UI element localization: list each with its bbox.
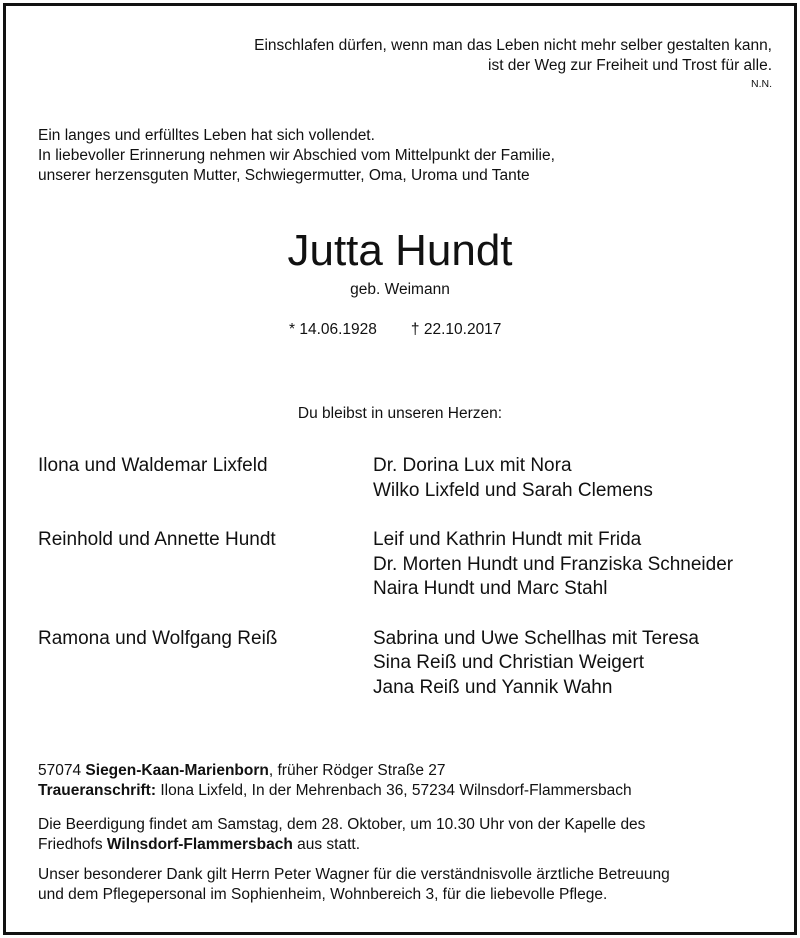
- mourning-address-line: [38, 781, 778, 801]
- motto-line-1: Einschlafen dürfen, wenn man das Leben nicht mehr selber gestalten kann,: [254, 37, 772, 54]
- family-lead: Ramona und Wolfgang Reiß: [38, 627, 278, 649]
- intro-line-3: unserer herzensguten Mutter, Schwiegermutter, Oma, Uroma und Tante: [38, 167, 530, 184]
- family-member: Sina Reiß und Christian Weigert: [373, 652, 645, 673]
- family-members: [373, 627, 778, 701]
- funeral-pre: Friedhofs: [38, 835, 107, 853]
- mourners-list: [38, 454, 778, 725]
- maiden-name: geb. Weimann: [350, 281, 450, 298]
- address-line: [38, 761, 778, 781]
- family-member: Jana Reiß und Yannik Wahn: [373, 676, 613, 698]
- family-lead: Reinhold und Annette Hundt: [38, 529, 276, 550]
- family-members: [373, 528, 778, 602]
- intro-line-1: Ein langes und erfülltes Leben hat sich vollendet.: [38, 127, 375, 144]
- family-member: Dr. Morten Hundt und Franziska Schneider: [373, 553, 734, 575]
- address-zip: 57074: [38, 762, 82, 779]
- birth-date: * 14.06.1928: [289, 321, 377, 338]
- intro-line-2: In liebevoller Erinnerung nehmen wir Abschied vom Mittelpunkt der Familie,: [38, 147, 555, 164]
- funeral-line-1: Die Beerdigung findet am Samstag, dem 28. Oktober, um 10.30 Uhr von der Kapelle des: [38, 816, 646, 833]
- family-lead: Ilona und Waldemar Lixfeld: [38, 455, 268, 476]
- family-member: Leif und Kathrin Hundt mit Frida: [373, 529, 642, 550]
- heart-line: Du bleibst in unseren Herzen:: [297, 405, 503, 422]
- mourning-address-label: Traueranschrift:: [38, 781, 157, 799]
- deceased-name: Jutta Hundt: [287, 226, 513, 275]
- footer-info: [38, 761, 778, 904]
- family-member: Wilko Lixfeld und Sarah Clemens: [373, 479, 653, 501]
- funeral-post: aus statt.: [292, 835, 361, 853]
- family-member: Dr. Dorina Lux mit Nora: [373, 455, 572, 476]
- motto-author: N.N.: [751, 78, 772, 90]
- obituary-content: [6, 6, 794, 932]
- death-date: † 22.10.2017: [410, 321, 502, 338]
- obituary-frame: [3, 3, 797, 935]
- intro-text: [38, 126, 555, 186]
- funeral-place: Wilnsdorf-Flammersbach: [106, 835, 293, 853]
- address-city: Siegen-Kaan-Marienborn: [85, 762, 269, 779]
- funeral-line-2: [38, 835, 778, 855]
- thanks-line-2: und dem Pflegepersonal im Sophienheim, Wohnbereich 3, für die liebevolle Pflege.: [38, 885, 608, 903]
- family-member: Naira Hundt und Marc Stahl: [373, 578, 608, 599]
- family-members: [373, 454, 778, 503]
- motto: [254, 36, 772, 91]
- family-group: [38, 454, 778, 503]
- motto-line-2: ist der Weg zur Freiheit und Trost für alle.: [488, 57, 772, 74]
- mourning-address-value: Ilona Lixfeld, In der Mehrenbach 36, 57234 Wilnsdorf-Flammersbach: [156, 781, 632, 799]
- family-member: Sabrina und Uwe Schellhas mit Teresa: [373, 627, 699, 649]
- thanks-line-1: Unser besonderer Dank gilt Herrn Peter Wagner für die verständnisvolle ärztliche Betreuung: [38, 866, 670, 883]
- family-group: [38, 528, 778, 602]
- life-dates: [289, 321, 501, 339]
- address-former: , früher Rödger Straße 27: [268, 762, 446, 779]
- family-group: [38, 627, 778, 701]
